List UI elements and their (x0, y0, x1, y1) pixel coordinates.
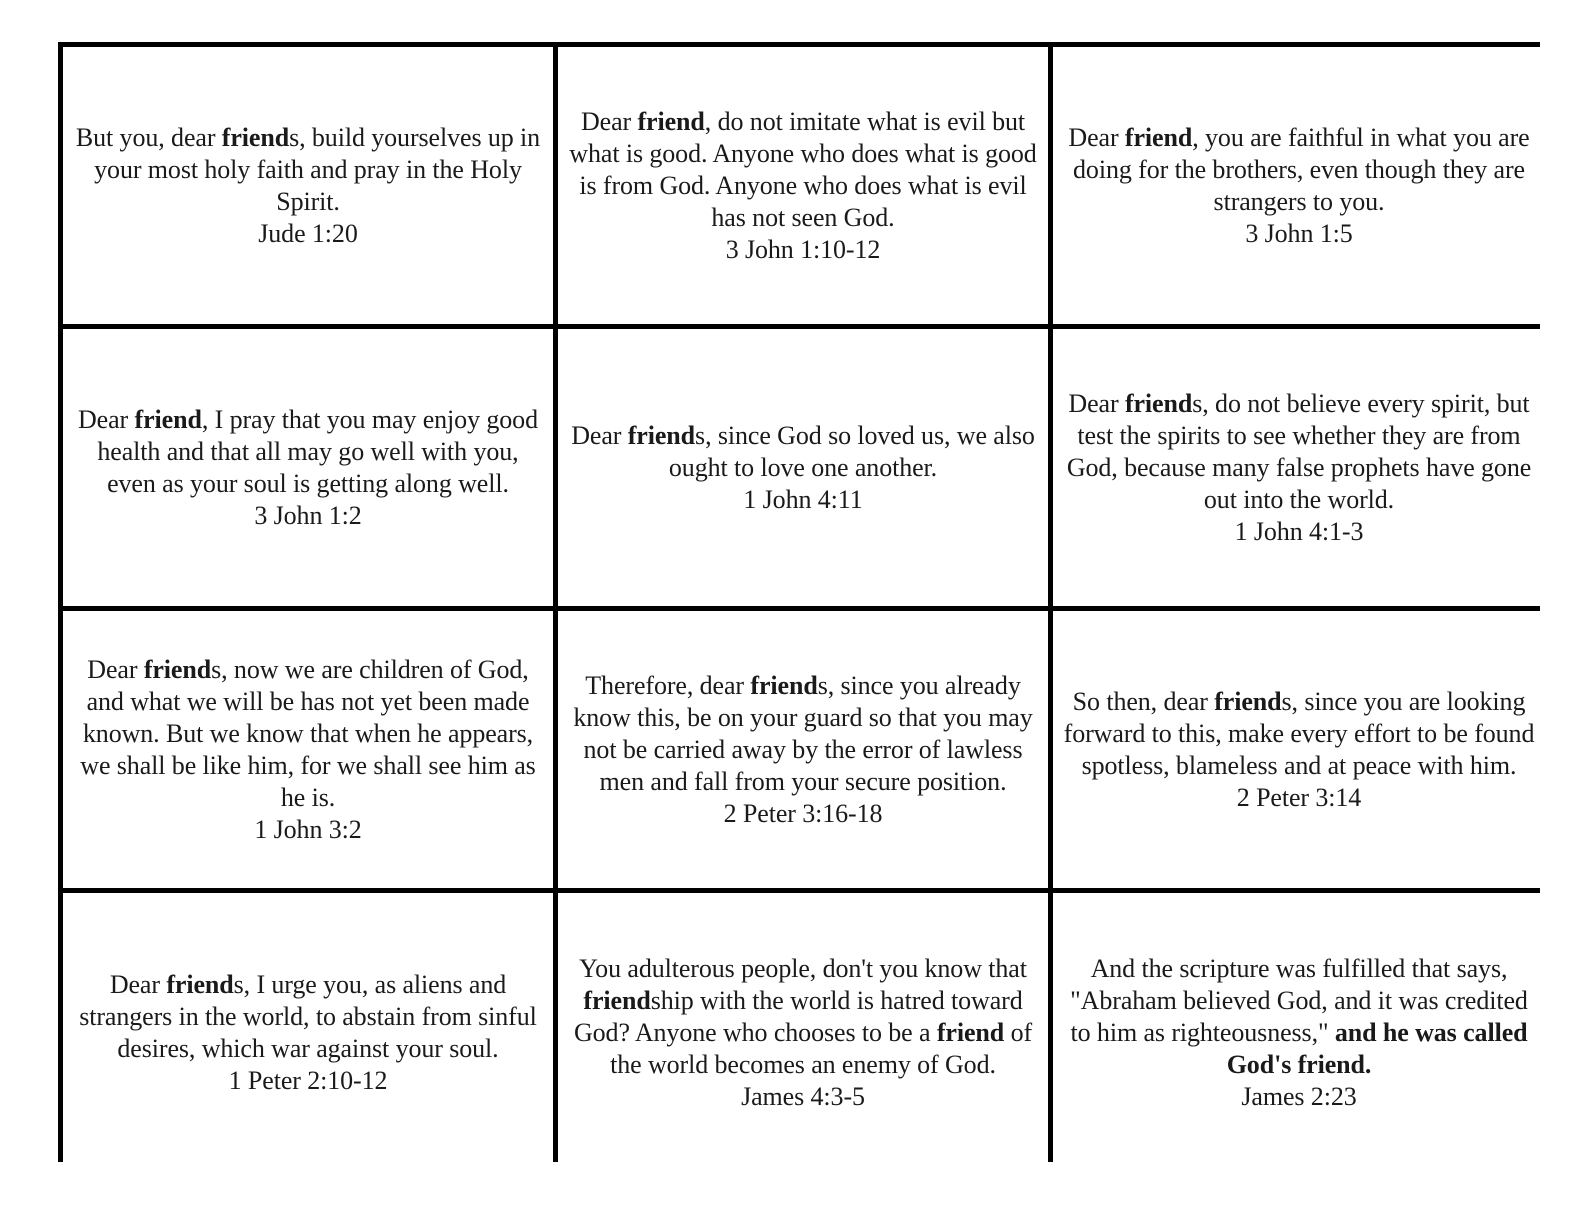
verse-reference: 2 Peter 3:14 (1236, 782, 1362, 812)
verse-text: Dear friends, since God so loved us, we also ought to love one another. 1 John 4:11 (568, 420, 1038, 516)
verse-card (558, 611, 1048, 888)
verse-text: Dear friend, you are faithful in what you are doing for the brothers, even though they are strangers to you. 3 John 1:5 (1063, 122, 1535, 250)
verse-text: Therefore, dear friends, since you already know this, be on your guard so that you may not be carried away by the error of lawless men and fall from your secure position. 2 Peter 3:16-18 (568, 670, 1038, 830)
verse-reference: 1 Peter 2:10-12 (228, 1065, 388, 1095)
verse-card-grid (58, 42, 1540, 1162)
verse-reference: 1 John 4:1-3 (1234, 516, 1364, 546)
verse-text: Dear friend, do not imitate what is evil but what is good. Anyone who does what is good is from God. Anyone who does what is evil has not seen God. 3 John 1:10-12 (569, 106, 1037, 264)
verse-card (1053, 893, 1545, 1172)
verse-reference: Jude 1:20 (258, 218, 358, 248)
verse-reference: 1 John 3:2 (254, 814, 362, 844)
verse-card (63, 611, 553, 888)
verse-text: And the scripture was fulfilled that says, "Abraham believed God, and it was credited to him as righteousness," and he was called God's friend. James 2:23 (1063, 953, 1535, 1113)
verse-reference: James 2:23 (1241, 1081, 1357, 1111)
verse-card (63, 329, 553, 606)
verse-reference: 2 Peter 3:16-18 (723, 798, 883, 828)
verse-text: Dear friends, I urge you, as aliens and strangers in the world, to abstain from sinful desires, which war against your soul. 1 Peter 2:10-12 (73, 969, 543, 1097)
verse-card (558, 47, 1048, 324)
verse-text: You adulterous people, don't you know that friendship with the world is hatred toward God? Anyone who chooses to be a friend of the world becomes an enemy of God. James 4:3-5 (568, 953, 1038, 1113)
verse-reference: 3 John 1:10-12 (725, 234, 881, 264)
verse-card (63, 47, 553, 324)
verse-card (1053, 329, 1545, 606)
verse-text: Dear friends, now we are children of God, and what we will be has not yet been made known. But we know that when he appears, we shall be like him, for we shall see him as he is. 1 John 3:2 (73, 654, 543, 846)
verse-card (63, 893, 553, 1172)
verse-card (1053, 47, 1545, 324)
verse-reference: 3 John 1:5 (1245, 218, 1353, 248)
verse-text: So then, dear friends, since you are looking forward to this, make every effort to be found spotless, blameless and at peace with him. 2 Peter 3:14 (1063, 686, 1535, 812)
verse-card (1053, 611, 1545, 888)
verse-reference: 3 John 1:2 (254, 500, 362, 530)
verse-card (558, 329, 1048, 606)
verse-card (558, 893, 1048, 1172)
verse-text: But you, dear friends, build yourselves up in your most holy faith and pray in the Holy Spirit. Jude 1:20 (73, 122, 543, 250)
verse-text: Dear friends, do not believe every spirit, but test the spirits to see whether they are from God, because many false prophets have gone out into the world. 1 John 4:1-3 (1063, 388, 1535, 548)
verse-text: Dear friend, I pray that you may enjoy good health and that all may go well with you, even as your soul is getting along well. 3 John 1:2 (73, 404, 543, 532)
verse-reference: 1 John 4:11 (743, 484, 863, 514)
verse-reference: James 4:3-5 (741, 1081, 865, 1111)
